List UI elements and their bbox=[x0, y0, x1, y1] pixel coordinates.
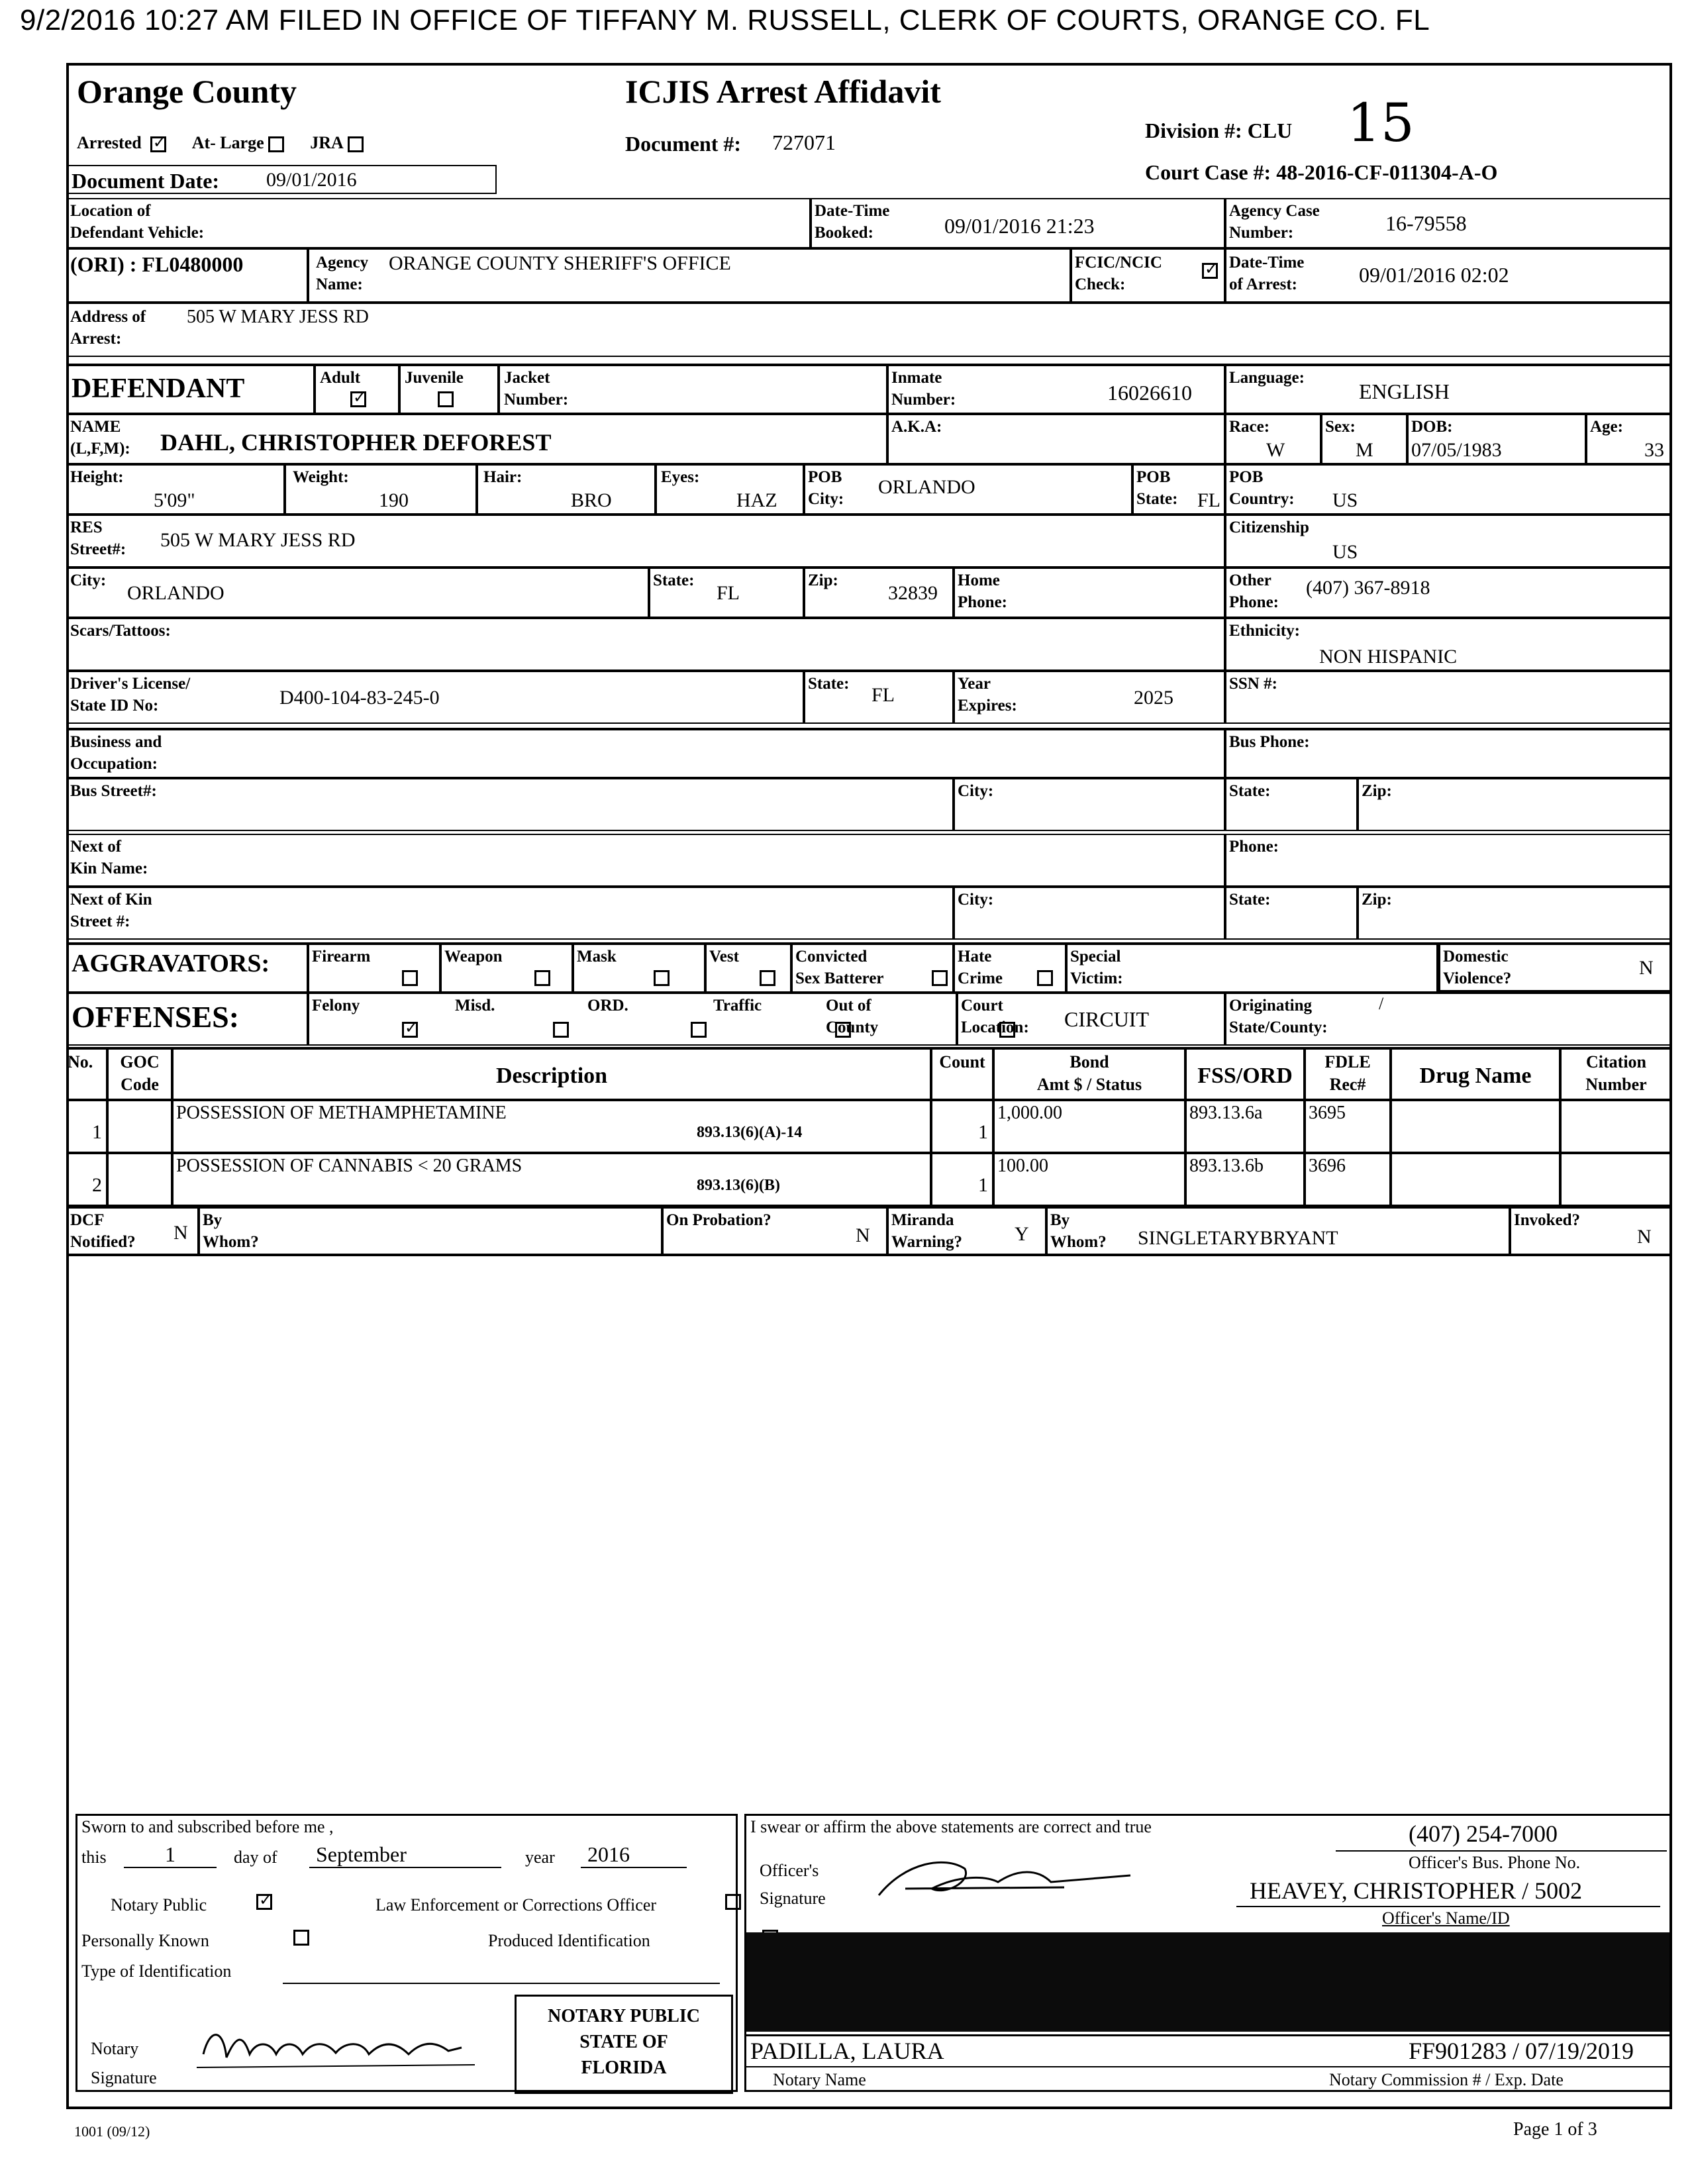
offense-row-1-fss bbox=[1185, 1100, 1305, 1153]
booked-time: 09/01/2016 21:23 bbox=[944, 214, 1095, 238]
sworn-text: Sworn to and subscribed before me , bbox=[81, 1817, 334, 1836]
notary-public-checkbox[interactable] bbox=[256, 1894, 272, 1910]
kin-city-cell: City: bbox=[954, 887, 1225, 940]
arrested-field: Arrested ✓ At- Large JRA bbox=[77, 133, 364, 153]
offense-type-cell: Felony ✓ Misd. ORD. Traffic Out of County bbox=[308, 993, 957, 1046]
scars-cell: Scars/Tattoos: bbox=[66, 618, 1225, 671]
ssn-cell: SSN #: bbox=[1225, 671, 1672, 724]
eyes-cell: Eyes: HAZ bbox=[656, 464, 804, 515]
offense-row-1-goc bbox=[107, 1100, 172, 1153]
sworn-year: 2016 bbox=[581, 1842, 687, 1868]
age-cell: Age: 33 bbox=[1586, 414, 1672, 464]
domestic-violence: N bbox=[1639, 957, 1654, 979]
offense-row-2-no bbox=[66, 1153, 107, 1206]
vehicle-location-cell: Location of Defendant Vehicle: bbox=[66, 198, 811, 248]
notary-block: Sworn to and subscribed before me , this 1 day of September year 2016 Notary Public ✓ Law Enforcement or Corrections Officer Personally Known Produced Identification Type of Identification NOTARY PUBLIC STATE OF FLORIDA Notary Signature bbox=[75, 1814, 738, 2092]
offense-col-header-label: FDLE Rec# bbox=[1324, 1052, 1371, 1094]
city: ORLANDO bbox=[127, 582, 224, 604]
agency-name: ORANGE COUNTY SHERIFF'S OFFICE bbox=[389, 252, 731, 274]
citizenship-cell: Citizenship US bbox=[1225, 515, 1672, 568]
offense-col-header-no bbox=[66, 1047, 107, 1100]
offense-row-1-drug bbox=[1391, 1100, 1560, 1153]
res-street-cell: RES Street#: 505 W MARY JESS RD bbox=[66, 515, 1225, 568]
arrest-affidavit-form bbox=[66, 63, 1672, 2109]
bus-phone-cell: Bus Phone: bbox=[1225, 728, 1672, 778]
weapon-checkbox[interactable] bbox=[534, 970, 550, 986]
notary-name: PADILLA, LAURA bbox=[750, 2038, 944, 2064]
offense-cell-value: 3695 bbox=[1309, 1103, 1346, 1123]
dob: 07/05/1983 bbox=[1411, 439, 1502, 461]
offenses-heading-cell bbox=[66, 993, 308, 1046]
at-large-checkbox[interactable] bbox=[268, 136, 284, 152]
jacket-cell: Jacket Number: bbox=[499, 364, 887, 414]
officer-signature bbox=[866, 1849, 1144, 1909]
sworn-month: September bbox=[309, 1842, 501, 1868]
hair: BRO bbox=[571, 489, 612, 511]
document-date-box bbox=[66, 165, 497, 194]
offense-cell-value: 1 bbox=[978, 1174, 988, 1196]
document-date-label: Document Date: bbox=[72, 169, 220, 193]
dl-state-cell: State: FL bbox=[804, 671, 954, 724]
offense-row-1-description bbox=[172, 1100, 931, 1153]
bus-street-cell: Bus Street#: bbox=[66, 778, 954, 831]
offense-row-1-fdle bbox=[1305, 1100, 1391, 1153]
inmate-cell: Inmate Number: 16026610 bbox=[887, 364, 1225, 414]
other-phone: (407) 367-8918 bbox=[1306, 577, 1430, 599]
dl-state: FL bbox=[871, 684, 895, 706]
booked-cell: Date-Time Booked: 09/01/2016 21:23 bbox=[811, 198, 1225, 248]
other-phone-cell: Other Phone: (407) 367-8918 bbox=[1225, 568, 1672, 618]
page-number: Page 1 of 3 bbox=[1513, 2119, 1597, 2140]
business-cell: Business and Occupation: bbox=[66, 728, 1225, 778]
officer-phone: (407) 254-7000 bbox=[1409, 1820, 1558, 1847]
defendant-heading: DEFENDANT bbox=[72, 373, 245, 404]
dcf-notified: N bbox=[174, 1222, 188, 1244]
offense-col-header-label: Count bbox=[939, 1052, 985, 1071]
offense-col-header-goc bbox=[107, 1047, 172, 1100]
arrested-checkbox[interactable] bbox=[150, 136, 166, 152]
division-handwritten: 15 bbox=[1347, 92, 1415, 154]
form-title: ICJIS Arrest Affidavit bbox=[625, 73, 941, 110]
citizenship: US bbox=[1332, 541, 1358, 563]
race-cell: Race: W bbox=[1225, 414, 1321, 464]
race: W bbox=[1266, 439, 1285, 461]
name-cell: NAME (L,F,M): DAHL, CHRISTOPHER DEFOREST bbox=[66, 414, 887, 464]
division-label: Division #: CLU bbox=[1145, 119, 1293, 142]
sworn-day: 1 bbox=[124, 1842, 217, 1868]
arrest-time: 09/01/2016 02:02 bbox=[1359, 263, 1509, 287]
kin-phone-cell: Phone: bbox=[1225, 834, 1672, 887]
offense-col-header-label: No. bbox=[68, 1052, 93, 1071]
zip: 32839 bbox=[888, 582, 938, 604]
offense-col-header-label: Bond Amt $ / Status bbox=[1036, 1052, 1142, 1094]
kin-name-cell: Next of Kin Name: bbox=[66, 834, 1225, 887]
offense-cell-value: 1,000.00 bbox=[997, 1103, 1062, 1123]
special-victim-cell: Special Victim: bbox=[1066, 942, 1438, 993]
aggravators-heading-cell bbox=[66, 942, 308, 993]
offense-col-header-citation bbox=[1560, 1047, 1672, 1100]
bus-city-cell: City: bbox=[954, 778, 1225, 831]
offense-cell-value: POSSESSION OF CANNABIS < 20 GRAMS bbox=[176, 1156, 523, 1176]
offense-cell-value: 2 bbox=[92, 1174, 102, 1196]
pob-state-cell: POB State: FL bbox=[1132, 464, 1225, 515]
offense-cell-value: 1 bbox=[978, 1121, 988, 1143]
fcic-checkbox[interactable] bbox=[1202, 263, 1218, 279]
state: FL bbox=[717, 582, 740, 604]
dl-number: D400-104-83-245-0 bbox=[279, 687, 440, 709]
law-enforcement-checkbox[interactable] bbox=[725, 1894, 741, 1910]
offense-row-2-goc bbox=[107, 1153, 172, 1206]
arrest-time-cell: Date-Time of Arrest: 09/01/2016 02:02 bbox=[1225, 248, 1672, 303]
offense-col-header-drug bbox=[1391, 1047, 1560, 1100]
year-expires: 2025 bbox=[1134, 687, 1173, 709]
city-cell: City: ORLANDO bbox=[66, 568, 649, 618]
miranda-by-cell: By Whom? SINGLETARYBRYANT bbox=[1046, 1206, 1510, 1256]
officer-name: HEAVEY, CHRISTOPHER / 5002 bbox=[1250, 1877, 1583, 1904]
bus-zip-cell: Zip: bbox=[1358, 778, 1672, 831]
mask-cell: Mask bbox=[573, 942, 705, 993]
ori-cell: (ORI) : FL0480000 bbox=[66, 248, 308, 303]
swear-text: I swear or affirm the above statements are correct and true bbox=[750, 1817, 1152, 1836]
offense-col-header-label: Description bbox=[495, 1064, 608, 1088]
kin-state-cell: State: bbox=[1225, 887, 1358, 940]
offense-row-1-citation bbox=[1560, 1100, 1672, 1153]
miranda-cell: Miranda Warning? Y bbox=[887, 1206, 1046, 1256]
offense-row-2-description bbox=[172, 1153, 931, 1206]
offense-cell-value: 3696 bbox=[1309, 1156, 1346, 1176]
arrest-address-cell: Address of Arrest: 505 W MARY JESS RD bbox=[66, 303, 1672, 357]
felony-checkbox[interactable] bbox=[402, 1022, 418, 1038]
pob-city-cell: POB City: ORLANDO bbox=[804, 464, 1132, 515]
redacted-block bbox=[746, 1932, 1669, 2032]
officer-block: I swear or affirm the above statements are correct and true (407) 254-7000 Officer's Bus. Phone No. Officer's Signature HEAVEY, CHRISTOPHER / 5002 Officer's Name/ID PADILLA, LAURA Notary Name FF901283 / 07/19/2019 Notary Commission # / Exp. Date bbox=[744, 1814, 1671, 2092]
offense-col-header-label: GOC Code bbox=[120, 1052, 160, 1094]
agency-case-cell: Agency Case Number: 16-79558 bbox=[1225, 198, 1672, 248]
court-location-cell: Court Location: CIRCUIT bbox=[957, 993, 1225, 1046]
zip-cell: Zip: 32839 bbox=[804, 568, 954, 618]
defendant-section-cell bbox=[66, 364, 315, 414]
height: 5'09" bbox=[154, 489, 195, 511]
court-location: CIRCUIT bbox=[1064, 1007, 1149, 1031]
document-number: 727071 bbox=[772, 130, 836, 154]
kin-zip-cell: Zip: bbox=[1358, 887, 1672, 940]
res-street: 505 W MARY JESS RD bbox=[160, 529, 356, 551]
offense-row-2-fdle bbox=[1305, 1153, 1391, 1206]
domestic-violence-cell: Domestic Violence? N bbox=[1438, 942, 1672, 993]
document-date: 09/01/2016 bbox=[266, 169, 357, 191]
hair-cell: Hair: BRO bbox=[477, 464, 656, 515]
ord-checkbox[interactable] bbox=[691, 1022, 707, 1038]
convicted-cell: Convicted Sex Batterer bbox=[791, 942, 954, 993]
offense-row-2-citation bbox=[1560, 1153, 1672, 1206]
invoked: N bbox=[1637, 1226, 1652, 1248]
dob-cell: DOB: 07/05/1983 bbox=[1407, 414, 1586, 464]
pob-country: US bbox=[1332, 489, 1358, 511]
notary-signature bbox=[197, 2021, 488, 2074]
originating-cell: Originating State/County: / bbox=[1225, 993, 1672, 1046]
weight-cell: Weight: 190 bbox=[285, 464, 477, 515]
offenses-heading: OFFENSES: bbox=[72, 1000, 240, 1034]
adult-checkbox[interactable] bbox=[350, 391, 366, 407]
inmate-number: 16026610 bbox=[1107, 381, 1192, 405]
invoked-cell: Invoked? N bbox=[1510, 1206, 1672, 1256]
bus-state-cell: State: bbox=[1225, 778, 1358, 831]
offense-row-2-count bbox=[931, 1153, 993, 1206]
offense-col-header-label: Citation Number bbox=[1585, 1052, 1647, 1094]
filing-stamp-banner: 9/2/2016 10:27 AM FILED IN OFFICE OF TIFFANY M. RUSSELL, CLERK OF COURTS, ORANGE CO. FL bbox=[20, 4, 1430, 36]
language-cell: Language: ENGLISH bbox=[1225, 364, 1672, 414]
aka-cell: A.K.A: bbox=[887, 414, 1225, 464]
personally-known-checkbox[interactable] bbox=[293, 1930, 309, 1946]
aggravators-heading: AGGRAVATORS: bbox=[72, 950, 270, 977]
offense-row-2-drug bbox=[1391, 1153, 1560, 1206]
county-title: Orange County bbox=[77, 73, 297, 110]
court-case-number: Court Case #: 48-2016-CF-011304-A-O bbox=[1145, 160, 1498, 184]
offense-col-header-count bbox=[931, 1047, 993, 1100]
kin-street-cell: Next of Kin Street #: bbox=[66, 887, 954, 940]
offense-row-2-bond bbox=[993, 1153, 1185, 1206]
offense-cell-value: 893.13.6b bbox=[1189, 1156, 1264, 1176]
offense-cell-value: 893.13.6a bbox=[1189, 1103, 1263, 1123]
probation: N bbox=[856, 1224, 870, 1246]
weapon-cell: Weapon bbox=[440, 942, 573, 993]
offense-row-1-bond bbox=[993, 1100, 1185, 1153]
probation-cell: On Probation? N bbox=[662, 1206, 887, 1256]
ethnicity: NON HISPANIC bbox=[1319, 646, 1458, 668]
offense-cell-value: POSSESSION OF METHAMPHETAMINE bbox=[176, 1103, 507, 1123]
age: 33 bbox=[1644, 439, 1664, 461]
sex: M bbox=[1356, 439, 1373, 461]
originating-value: / bbox=[1379, 994, 1384, 1013]
offense-row-2-fss bbox=[1185, 1153, 1305, 1206]
vest-cell: Vest bbox=[705, 942, 791, 993]
miranda-by-whom: SINGLETARYBRYANT bbox=[1138, 1227, 1338, 1249]
ethnicity-cell: Ethnicity: NON HISPANIC bbox=[1225, 618, 1672, 671]
offense-col-header-label: FSS/ORD bbox=[1197, 1064, 1293, 1088]
agency-name-cell: Agency Name: ORANGE COUNTY SHERIFF'S OFFICE bbox=[308, 248, 1071, 303]
weight: 190 bbox=[379, 489, 409, 511]
jra-checkbox[interactable] bbox=[348, 136, 364, 152]
offense-cell-value: 1 bbox=[92, 1121, 102, 1143]
offense-row-1-no bbox=[66, 1100, 107, 1153]
offense-row-1-count bbox=[931, 1100, 993, 1153]
document-number-label: Document #: bbox=[625, 132, 742, 156]
home-phone-cell: Home Phone: bbox=[954, 568, 1225, 618]
offense-cell-value: 100.00 bbox=[997, 1156, 1048, 1176]
hate-crime-cell: Hate Crime bbox=[954, 942, 1066, 993]
fcic-cell: FCIC/NCIC Check: ✓ bbox=[1071, 248, 1225, 303]
offense-statute: 893.13(6)(A)-14 bbox=[697, 1124, 803, 1141]
offense-col-header-bond bbox=[993, 1047, 1185, 1100]
offense-col-header-fdle bbox=[1305, 1047, 1391, 1100]
dcf-by-whom-cell: By Whom? bbox=[199, 1206, 662, 1256]
dl-cell: Driver's License/ State ID No: D400-104-83-245-0 bbox=[66, 671, 804, 724]
dcf-cell: DCF Notified? N bbox=[66, 1206, 199, 1256]
defendant-name: DAHL, CHRISTOPHER DEFOREST bbox=[160, 429, 552, 456]
pob-city: ORLANDO bbox=[878, 476, 975, 498]
firearm-checkbox[interactable] bbox=[402, 970, 418, 986]
adult-cell: Adult ✓ bbox=[315, 364, 399, 414]
convicted-checkbox[interactable] bbox=[932, 970, 948, 986]
mask-checkbox[interactable] bbox=[654, 970, 670, 986]
misd-checkbox[interactable] bbox=[553, 1022, 569, 1038]
offense-col-header-label: Drug Name bbox=[1419, 1064, 1532, 1088]
state-cell: State: FL bbox=[649, 568, 804, 618]
pob-country-cell: POB Country: US bbox=[1225, 464, 1672, 515]
form-number: 1001 (09/12) bbox=[74, 2123, 150, 2140]
pob-state: FL bbox=[1197, 489, 1221, 511]
agency-case-number: 16-79558 bbox=[1385, 211, 1467, 235]
offense-col-header-fss bbox=[1185, 1047, 1305, 1100]
language: ENGLISH bbox=[1359, 379, 1450, 403]
eyes: HAZ bbox=[736, 489, 777, 511]
juvenile-cell: Juvenile bbox=[399, 364, 499, 414]
sex-cell: Sex: M bbox=[1321, 414, 1407, 464]
juvenile-checkbox[interactable] bbox=[438, 391, 454, 407]
hate-crime-checkbox[interactable] bbox=[1037, 970, 1053, 986]
offense-statute: 893.13(6)(B) bbox=[697, 1177, 780, 1194]
offense-col-header-description bbox=[172, 1047, 931, 1100]
arrest-address: 505 W MARY JESS RD bbox=[187, 307, 369, 327]
notary-stamp: NOTARY PUBLIC STATE OF FLORIDA bbox=[515, 1995, 733, 2094]
vest-checkbox[interactable] bbox=[760, 970, 775, 986]
height-cell: Height: 5'09" bbox=[66, 464, 285, 515]
year-expires-cell: Year Expires: 2025 bbox=[954, 671, 1225, 724]
miranda-warning: Y bbox=[1015, 1223, 1029, 1245]
notary-commission: FF901283 / 07/19/2019 bbox=[1409, 2038, 1634, 2064]
firearm-cell: Firearm bbox=[308, 942, 440, 993]
